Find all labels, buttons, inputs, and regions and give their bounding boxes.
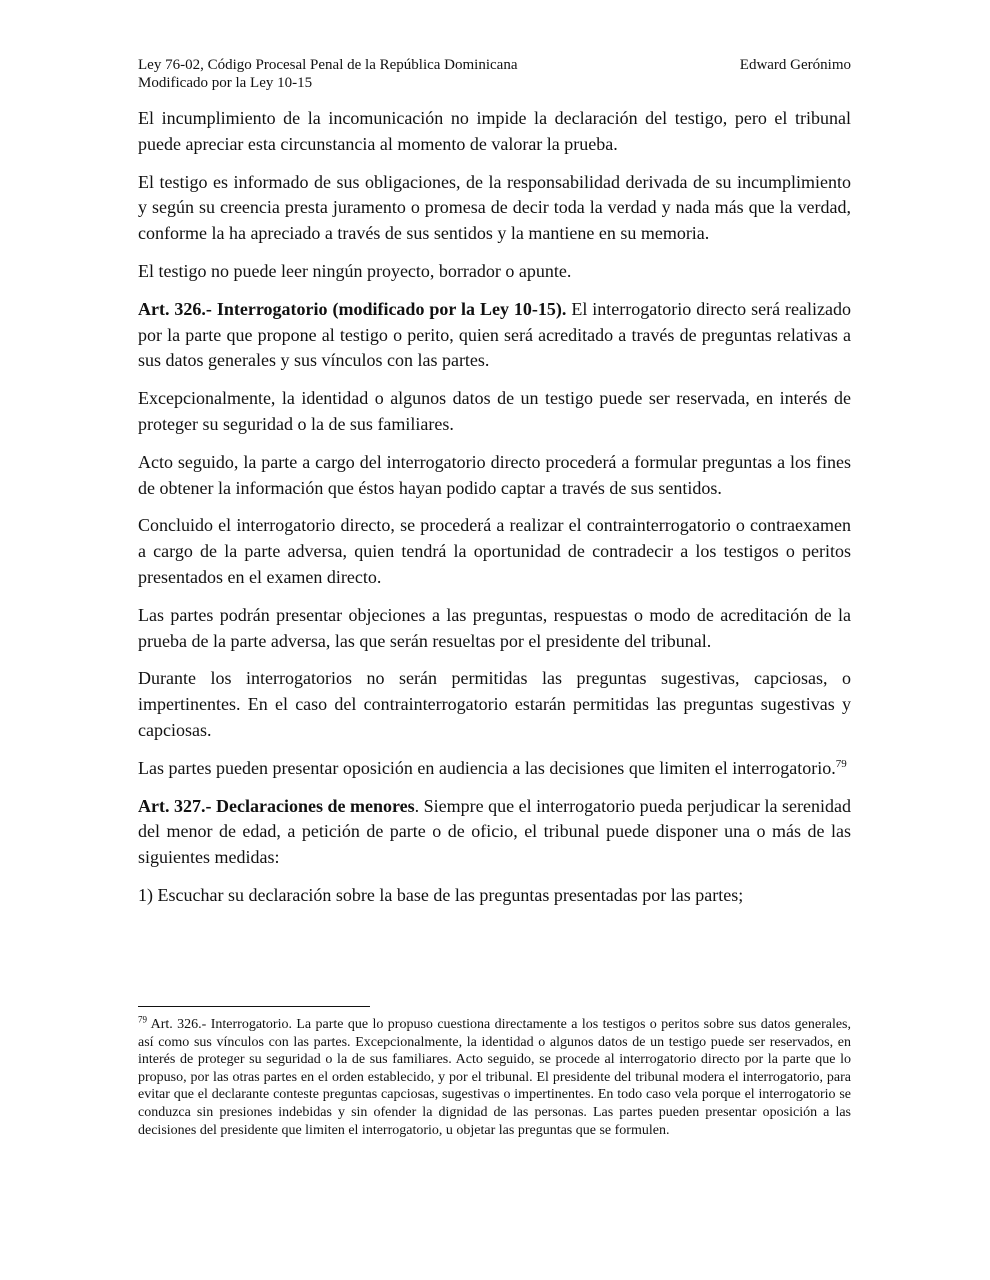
article-326-heading: Art. 326.- Interrogatorio (modificado por la Ley 10-15). (138, 298, 567, 319)
article-327-text: . Siempre que el interrogatorio pueda perjudicar la serenidad del menor de edad, a petición de parte o de oficio, el tribunal puede disponer una o más de las siguientes medidas: (138, 795, 852, 868)
paragraph: Durante los interrogatorios no serán permitidas las preguntas sugestivas, capciosas, o impertinentes. En el caso del contrainterrogatorio estarán permitidas las preguntas sugestivas y capciosas. (138, 668, 851, 740)
paragraph: Excepcionalmente, la identidad o algunos datos de un testigo puede ser reservada, en interés de proteger su seguridad o la de sus familiares. (138, 388, 851, 434)
footnote-reference[interactable]: 79 (835, 757, 847, 770)
paragraph-with-footnote (138, 756, 851, 782)
paragraph: El testigo es informado de sus obligaciones, de la responsabilidad derivada de su incumplimiento y según su creencia presta juramento o promesa de decir toda la verdad y nada más que la verdad, conforme la ha apreciado a través de sus sentidos y la mantiene en su memoria. (138, 171, 851, 244)
paragraph-text: Las partes pueden presentar oposición en audiencia a las decisiones que limiten el interrogatorio. (138, 757, 836, 778)
header-modification-note: Modificado por la Ley 10-15 (138, 75, 313, 91)
paragraph: Las partes podrán presentar objeciones a las preguntas, respuestas o modo de acreditación de la prueba de la parte adversa, las que serán resueltas por el presidente del tribunal. (138, 604, 851, 651)
article-326-paragraph (138, 297, 851, 374)
body-text (138, 106, 851, 909)
article-326-text: El interrogatorio directo será realizado por la parte que propone al testigo o perito, quien será acreditado a través de preguntas relativas a sus datos generales y sus vínculos con las partes. (138, 298, 851, 371)
list-item: 1) Escuchar su declaración sobre la base de las preguntas presentadas por las partes; (138, 884, 744, 905)
footnote-number: 79 (138, 1014, 147, 1025)
paragraph: Acto seguido, la parte a cargo del interrogatorio directo procederá a formular preguntas a los fines de obtener la información que éstos hayan podido captar a través de sus sentidos. (138, 451, 851, 498)
article-327-heading: Art. 327.- Declaraciones de menores (138, 795, 415, 816)
footnote (138, 1016, 851, 1139)
footnote-text: Art. 326.- Interrogatorio. La parte que lo propuso cuestiona directamente a los testigos o peritos sobre sus datos generales, así como sus vínculos con las partes. Excepcionalmente, la identidad o algunos datos de un testigo puede ser reservados, en interés de proteger su seguridad o la de sus familiares. Acto seguido, se procede al interrogatorio directo por la parte que lo propuso, por las otras partes en el orden establecido, y por el tribunal. El presidente del tribunal modera el interrogatorio, para evitar que el declarante conteste preguntas capciosas, sugestivas o impertinentes. En todo caso vela porque el interrogatorio se conduzca sin presiones indebidas y sin ofender la dignidad de las personas. Las partes pueden presentar oposición a las decisiones del presidente que limiten el interrogatorio, u objetar las preguntas que se formulen. (138, 1017, 851, 1138)
paragraph: El incumplimiento de la incomunicación no impide la declaración del testigo, pero el tribunal puede apreciar esta circunstancia al momento de valorar la prueba. (138, 108, 851, 154)
paragraph: El testigo no puede leer ningún proyecto, borrador o apunte. (138, 260, 572, 281)
header-author: Edward Gerónimo (739, 57, 851, 73)
header-left (138, 56, 517, 92)
document-page (138, 56, 851, 921)
page-header (138, 56, 851, 92)
header-law-title: Ley 76-02, Código Procesal Penal de la República Dominicana (138, 57, 518, 73)
paragraph: Concluido el interrogatorio directo, se procederá a realizar el contrainterrogatorio o contraexamen a cargo de la parte adversa, quien tendrá la oportunidad de contradecir a los testigos o peritos presentados en el examen directo. (138, 515, 851, 587)
footnote-separator (138, 1006, 370, 1007)
article-327-paragraph (138, 794, 851, 871)
